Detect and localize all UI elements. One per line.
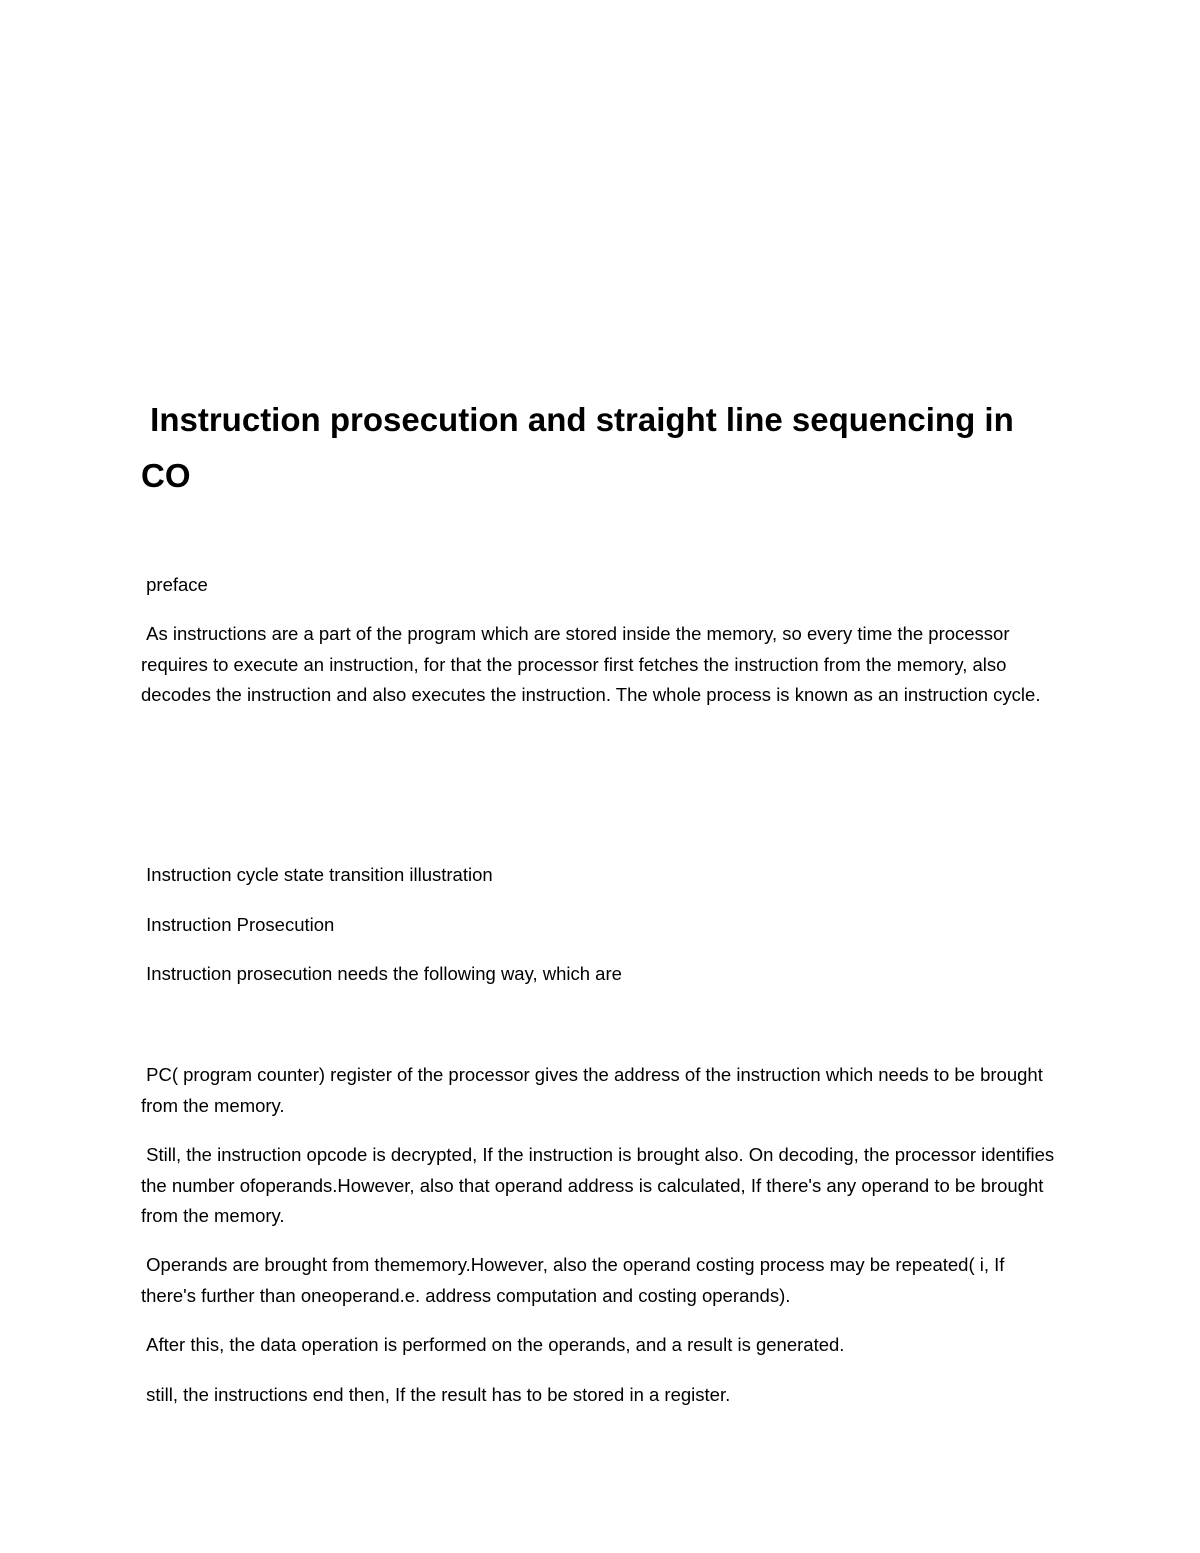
paragraph-step-data-operation: After this, the data operation is performed on the operands, and a result is generated. xyxy=(141,1334,845,1355)
paragraph-step-decode: Still, the instruction opcode is decrypted, If the instruction is brought also. On decoding, the processor identifies the number ofoperands.However, also that operand address is calculated, If there's any operand to be brought from the memory. xyxy=(141,1144,1060,1226)
paragraph-prosecution-steps-intro: Instruction prosecution needs the following way, which are xyxy=(141,963,622,984)
paragraph-step-pc: PC( program counter) register of the processor gives the address of the instruction which needs to be brought from the memory. xyxy=(141,1064,1048,1116)
section-heading-instruction-prosecution: Instruction Prosecution xyxy=(141,914,335,935)
paragraph-state-transition-illustration: Instruction cycle state transition illustration xyxy=(141,864,493,885)
paragraph-step-store-result: still, the instructions end then, If the result has to be stored in a register. xyxy=(141,1384,731,1405)
paragraph-instruction-cycle-intro: As instructions are a part of the program which are stored inside the memory, so every time the processor requires to execute an instruction, for that the processor first fetches the instruction from the memory, also decodes the instruction and also executes the instruction. The whole process is known as an instruction cycle. xyxy=(141,623,1041,705)
paragraph-step-operands: Operands are brought from thememory.However, also the operand costing process may be repeated( i, If there's further than oneoperand.e. address computation and costing operands). xyxy=(141,1254,1010,1306)
document-title: Instruction prosecution and straight line sequencing in CO xyxy=(141,401,1023,494)
section-heading-preface: preface xyxy=(141,574,208,595)
